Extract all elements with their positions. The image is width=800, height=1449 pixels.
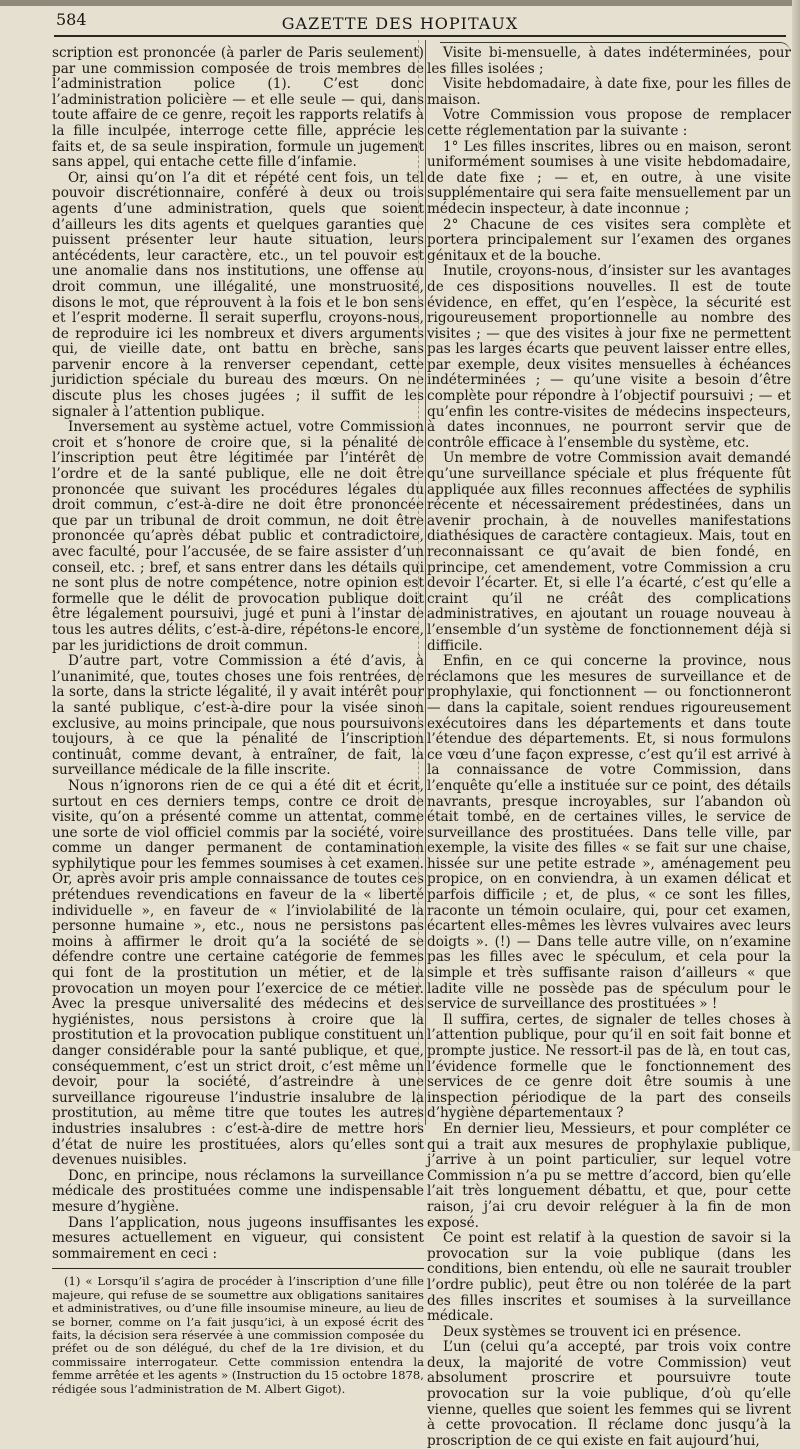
paragraph: Il suffira, certes, de signaler de telles choses à l’attention publique, pour qu’il en soit fait bonne et prompte justice. Ne ressort-il pas de là, en tout cas, l’évidence formelle que le fonctionnement des services de ce genre doit être soumis à une inspection périodique de la part des conseils d’hygiène départementaux ? xyxy=(427,1011,791,1122)
paragraph: scription est prononcée (à parler de Paris seulement) par une commission composée de trois membres de l’administration police (1). C’est donc l’administration policière — et elle seule — qui, dans toute affaire de ce genre, reçoit les rapports relatifs à la fille inculpée, interroge cette fille, apprécie les faits et, de sa seule inspiration, formule un jugement sans appel, qui entache cette fille d’infamie. xyxy=(52,45,424,171)
paragraph: Un membre de votre Commission avait demandé qu’une surveillance spéciale et plus fréquente fût appliquée aux filles reconnues affectées de syphilis récente et nécessairement prédestinées, dans un avenir prochain, à de nouvelles manifestations diathésiques de caractère contagieux. Mais, tout en reconnaissant ce qu’avait de bien fondé, en principe, cet amendement, votre Commission a cru devoir l’écarter. Et, si elle l’a écarté, c’est qu’elle a craint qu’il ne créât des complications administratives, en ajoutant un rouage nouveau à l’ensemble d’un système de fonctionnement déjà si difficile. xyxy=(427,450,791,654)
page-edge-shadow xyxy=(792,0,800,1151)
paragraph: D’autre part, votre Commission a été d’avis, à l’unanimité, que, toutes choses une fois rentrées, de la sorte, dans la stricte légalité, il y avait intérêt pour la santé publique, c’est-à-dire pour la visée sinon exclusive, au moins principale, que nous poursuivons toujours, à ce que la pénalité de l’inscription continuât, comme devant, à entraîner, de fait, la surveillance médicale de la fille inscrite. xyxy=(52,653,424,779)
paragraph: 1° Les filles inscrites, libres ou en maison, seront uniformément soumises à une visite hebdomadaire, de date fixe ; — et, en outre, à une visite supplémentaire qui sera faite mensuellement par un médecin inspecteur, à date inconnue ; xyxy=(427,138,791,217)
paragraph: Visite hebdomadaire, à date fixe, pour les filles de maison. xyxy=(427,76,791,108)
column-divider xyxy=(425,40,426,1125)
paragraph: 2° Chacune de ces visites sera complète et portera principalement sur l’examen des organes génitaux et de la bouche. xyxy=(427,216,791,264)
masthead-title: GAZETTE DES HOPITAUX xyxy=(281,14,519,33)
paragraph: L’un (celui qu’a accepté, par trois voix contre deux, la majorité de votre Commission) veut absolument proscrire et poursuivre toute provocation sur la voie publique, d’où qu’elle vienne, quelles que soient les femmes qui se livrent à cette provocation. Il réclame donc jusqu’à la proscription de ce qui existe en fait aujourd’hui, xyxy=(427,1339,791,1449)
paragraph: Inutile, croyons-nous, d’insister sur les avantages de ces dispositions nouvelles. Il est de toute évidence, en effet, qu’en l’espèce, la sécurité est rigoureusement proportionnelle au nombre des visites ; — que des visites à jour fixe ne permettent pas les larges écarts que peuvent laisser entre elles, par exemple, deux visites mensuelles à échéances indéterminées ; — qu’une visite a besoin d’être complète pour répondre à l’objectif poursuivi ; — et qu’enfin les contre-visites de médecins inspecteurs, à dates inconnues, ne pourront servir que de contrôle efficace à l’ensemble du système, etc. xyxy=(427,263,791,451)
paragraph: En dernier lieu, Messieurs, et pour compléter ce qui a trait aux mesures de prophylaxie publique, j’arrive à un point particulier, sur lequel votre Commission n’a pu se mettre d’accord, bien qu’elle l’ait très longuement débattu, et que, pour cette raison, j’ai cru devoir reléguer à la fin de mon exposé. xyxy=(427,1120,791,1231)
paragraph: Dans l’application, nous jugeons insuffisantes les mesures actuellement en vigueur, qui consistent sommairement en ceci : xyxy=(52,1214,424,1262)
paragraph: Enfin, en ce qui concerne la province, nous réclamons que les mesures de surveillance et de prophylaxie, qui fonctionnent — ou fonctionneront — dans la capitale, soient rendues rigoureusement exécutoires dans les départements et dans toute l’étendue des départements. Et, si nous formulons ce vœu d’une façon expresse, c’est qu’il est arrivé à la connaissance de votre Commission, dans l’enquête qu’elle a instituée sur ce point, des détails navrants, presque incroyables, sur l’abandon où était tombé, en de certaines villes, le service de surveillance des prostituées. Dans telle ville, par exemple, la visite des filles « se fait sur une chaise, hissée sur une petite estrade », aménagement peu propice, on en conviendra, à un examen délicat et parfois difficile ; et, de plus, « ce sont les filles, raconte un témoin oculaire, qui, pour cet examen, écartent elles-mêmes les lèvres vulvaires avec leurs doigts ». (!) — Dans telle autre ville, on n’examine pas les filles avec le spéculum, et cela pour la simple et très suffisante raison d’ailleurs « que ladite ville ne possède pas de spéculum pour le service de surveillance des prostituées » ! xyxy=(427,653,791,1013)
paragraph: Deux systèmes se trouvent ici en présence. xyxy=(443,1323,742,1340)
paragraph: Or, ainsi qu’on l’a dit et répété cent fois, un tel pouvoir discrétionnaire, conféré à deux ou trois agents d’une administration, quels que soient d’ailleurs les dits agents et quelques garanties que puissent présenter leur haute situation, leurs antécédents, leur caractère, etc., un tel pouvoir est une anomalie dans nos institutions, une offense au droit commun, une illégalité, une monstruosité, disons le mot, que réprouvent à la fois et le bon sens et l’esprit moderne. Il serait superflu, croyons-nous, de reproduire ici les nombreux et divers arguments qui, de vieille date, ont battu en brèche, sans parvenir encore à la renverser cependant, cette juridiction spéciale du bureau des mœurs. On ne discute plus les choses jugées ; il suffit de les signaler à l’attention publique. xyxy=(52,169,424,420)
paragraph: Inversement au système actuel, votre Commission croit et s’honore de croire que, si la pénalité de l’inscription peut être légitimée par l’intérêt de l’ordre et de la santé publique, elle ne doit être prononcée que suivant les procédures légales du droit commun, c’est-à-dire ne doit être prononcée que par un tribunal de droit commun, ne doit être prononcée qu’après débat public et contradictoire, avec faculté, pour l’accusée, de se faire assister d’un conseil, etc. ; bref, et sans entrer dans les détails qui ne sont plus de notre compétence, notre opinion est formelle que le délit de provocation publique doit être légalement poursuivi, jugé et puni à l’instar de tous les autres délits, c’est-à-dire, répétons-le encore, par les juridictions de droit commun. xyxy=(52,419,424,654)
paragraph: Donc, en principe, nous réclamons la surveillance médicale des prostituées comme une indispensable mesure d’hygiène. xyxy=(52,1167,424,1215)
page-number: 584 xyxy=(56,10,87,29)
footnote-rule xyxy=(52,1268,424,1269)
paragraph: Visite bi-mensuelle, à dates indéterminées, pour les filles isolées ; xyxy=(427,45,791,77)
paragraph: Ce point est relatif à la question de savoir si la provocation sur la voie publique (dans les conditions, bien entendu, où elle ne saurait troubler l’ordre public), peut être ou non tolérée de la part des filles inscrites et soumises à la surveillance médicale. xyxy=(427,1230,791,1325)
column-gutter-mark xyxy=(418,40,419,1125)
left-column xyxy=(52,45,424,1396)
page-top-band xyxy=(0,0,800,6)
paragraph: Nous n’ignorons rien de ce qui a été dit et écrit, surtout en ces derniers temps, contre ce droit de visite, qu’on a présenté comme un attentat, comme une sorte de viol officiel commis par la société, voire comme un danger permanent de contamination syphilytique pour les femmes soumises à cet examen. Or, après avoir pris ample connaissance de toutes ces prétendues revendications en faveur de la « liberté individuelle », en faveur de « l’inviolabilité de la personne humaine », etc., nous ne persistons pas moins à affirmer le droit qu’a la société de se défendre contre une certaine catégorie de femmes qui font de la prostitution un métier, et de la provocation un moyen pour l’exercice de ce métier. Avec la presque universalité des médecins et des hygiénistes, nous persistons à croire que la prostitution et la provocation publique constituent un danger considérable pour la santé publique, et que, conséquemment, c’est un strict droit, c’est même un devoir, pour la société, d’astreindre à une surveillance rigoureuse l’industrie insalubre de la prostitution, au même titre que toutes les autres industries insalubres : c’est-à-dire de mettre hors d’état de nuire les prostituées, alors qu’elles sont devenues nuisibles. xyxy=(52,777,424,1169)
footnote: (1) « Lorsqu’il s’agira de procéder à l’inscription d’une fille majeure, qui refuse de se soumettre aux obligations sanitaires et administratives, ou d’une fille insoumise mineure, au lieu de se borner, comme on l’a fait jusqu’ici, à un exposé écrit des faits, la décision sera réservée à une commission composée du préfet ou de son délégué, du chef de la 1re division, et du commissaire interrogateur. Cette commission entendra la femme arrêtée et les agents » (Instruction du 15 octobre 1878, rédigée sous l’administration de M. Albert Gigot). xyxy=(52,1274,424,1396)
right-column xyxy=(427,45,791,1449)
header-rule xyxy=(54,35,786,37)
paragraph: Votre Commission vous propose de remplacer cette réglementation par la suivante : xyxy=(427,107,791,139)
